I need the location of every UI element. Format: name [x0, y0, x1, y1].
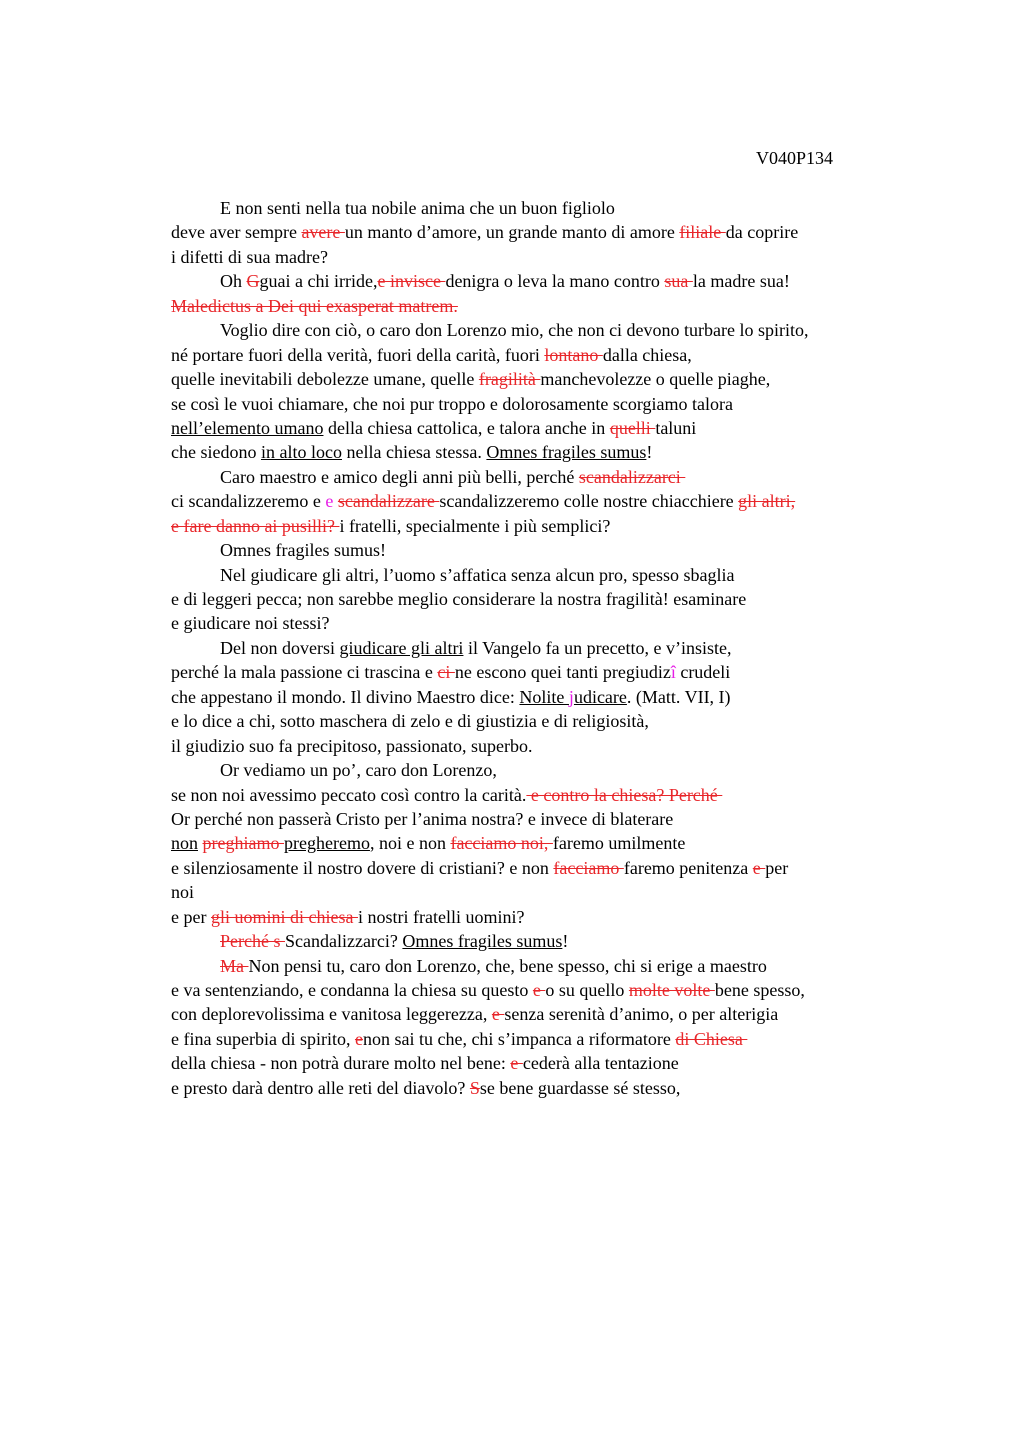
text-line — [171, 318, 911, 342]
text-segment: crudeli — [675, 662, 731, 683]
text-line — [171, 905, 911, 929]
deleted-text: Perché s — [220, 931, 285, 952]
text-line — [171, 1051, 911, 1075]
text-line — [171, 856, 911, 880]
text-segment: noi — [171, 882, 195, 903]
text-line — [171, 220, 911, 244]
text-segment: Scandalizzarci? — [284, 931, 403, 952]
text-segment: e fina superbia di spirito, — [171, 1028, 355, 1049]
deleted-text: facciamo — [553, 857, 624, 878]
text-line — [171, 294, 911, 318]
text-segment: con deplorevolissima e vanitosa leggerezza, — [171, 1004, 492, 1025]
deleted-text: Ma — [220, 955, 249, 976]
text-segment: ! — [562, 931, 569, 952]
text-segment: dalla chiesa, — [602, 344, 692, 365]
text-segment: se non noi avessimo peccato così contro la carità. — [171, 784, 527, 805]
text-segment: faremo penitenza — [623, 857, 753, 878]
deleted-text: gli altri, — [738, 491, 796, 512]
text-line — [171, 954, 911, 978]
text-line — [171, 783, 911, 807]
underlined-text: pregheremo — [283, 833, 370, 854]
text-line — [171, 611, 911, 635]
deleted-text: S — [469, 1077, 480, 1098]
text-segment: e di leggeri pecca; non sarebbe meglio considerare la nostra fragilità! esaminare — [171, 589, 747, 609]
text-line — [171, 392, 911, 416]
text-segment: scandalizzeremo colle nostre chiacchiere — [439, 491, 739, 512]
deleted-text: sua — [664, 271, 693, 292]
deleted-text: G — [246, 271, 260, 292]
text-segment: e lo dice a chi, sotto maschera di zelo e di giustizia e di religiosità, — [171, 711, 649, 732]
text-line — [171, 929, 911, 953]
text-line — [171, 831, 911, 855]
text-line — [171, 343, 911, 367]
text-segment: se così le vuoi chiamare, che noi pur troppo e dolorosamente scorgiamo talora — [171, 393, 733, 414]
deleted-text: e contro la chiesa? Perché — [526, 784, 723, 805]
underlined-text: Omnes fragiles sumus — [402, 931, 563, 952]
text-segment: senza serenità d’animo, o per alterigia — [504, 1004, 779, 1025]
text-line — [171, 416, 911, 440]
deleted-text: gli uomini di chiesa — [210, 906, 358, 927]
text-segment: deve aver sempre — [171, 222, 302, 243]
document-text — [171, 196, 911, 1100]
text-line — [171, 538, 911, 562]
text-segment: Omnes fragiles sumus! — [220, 540, 386, 561]
text-line — [171, 465, 911, 489]
deleted-text: quelli — [609, 417, 656, 438]
underlined-text: in alto loco — [260, 442, 342, 463]
deleted-text: facciamo noi, — [450, 833, 553, 854]
underlined-text: nell’elemento umano — [171, 417, 324, 438]
text-segment: non sai tu che, chi s’impanca a riformatore — [362, 1028, 676, 1049]
underlined-text: non — [171, 833, 198, 854]
underlined-text: udicare — [573, 686, 627, 707]
text-segment: bene spesso, — [714, 980, 805, 1000]
text-line — [171, 636, 911, 660]
text-segment: Nel giudicare gli altri, l’uomo s’affatica senza alcun pro, spesso sbaglia — [220, 564, 735, 585]
text-segment: che appestano il mondo. Il divino Maestro dice: — [171, 686, 520, 707]
text-segment: faremo umilmente — [552, 833, 686, 854]
underlined-text: giudicare gli altri — [339, 637, 464, 658]
text-segment: né portare fuori della verità, fuori della carità, fuori — [171, 344, 545, 365]
text-segment: ! — [646, 442, 653, 463]
text-segment: Non pensi tu, caro don Lorenzo, che, bene spesso, chi si erige a maestro — [248, 955, 767, 976]
text-segment: un manto d’amore, un grande manto di amore — [344, 222, 680, 243]
deleted-text: lontano — [544, 344, 603, 365]
text-line — [171, 196, 911, 220]
text-segment: e va sentenziando, e condanna la chiesa su questo — [171, 980, 533, 1000]
text-segment: e presto darà dentro alle reti del diavolo? — [171, 1077, 470, 1098]
text-line — [171, 489, 911, 513]
text-line — [171, 245, 911, 269]
deleted-text: scandalizzare — [337, 491, 440, 512]
inserted-text: j — [568, 686, 574, 707]
deleted-text: e — [491, 1004, 505, 1025]
text-segment: quelle inevitabili debolezze umane, quelle — [171, 369, 479, 390]
text-line — [171, 514, 911, 538]
text-line — [171, 440, 911, 464]
deleted-text: di Chiesa — [675, 1028, 748, 1049]
deleted-text: filiale — [679, 222, 726, 243]
text-segment: Del non doversi — [220, 637, 340, 658]
text-segment: E non senti nella tua nobile anima che un buon figliolo — [220, 198, 615, 218]
text-segment: ci scandalizzeremo e — [171, 491, 326, 512]
text-segment: della chiesa cattolica, e talora anche in — [323, 417, 610, 438]
text-segment: taluni — [655, 417, 697, 438]
deleted-text: e — [532, 980, 546, 1000]
text-line — [171, 587, 911, 611]
text-segment: cederà alla tentazione — [522, 1053, 679, 1074]
text-segment: i fratelli, specialmente i più semplici? — [339, 515, 611, 536]
text-segment: nella chiesa stessa. — [341, 442, 487, 463]
text-line — [171, 1027, 911, 1051]
text-line — [171, 269, 911, 293]
deleted-text: preghiamo — [202, 833, 284, 854]
text-segment: i nostri fratelli uomini? — [357, 906, 525, 927]
text-line — [171, 685, 911, 709]
text-segment: perché la mala passione ci trascina e — [171, 662, 438, 683]
underlined-text: Omnes fragiles sumus — [486, 442, 647, 463]
deleted-text: e — [354, 1028, 363, 1049]
text-segment: denigra o leva la mano contro — [445, 271, 665, 292]
text-segment: la madre sua! — [692, 271, 790, 292]
text-segment: . (Matt. VII, I) — [626, 686, 731, 707]
text-segment: Voglio dire con ciò, o caro don Lorenzo mio, che non ci devono turbare lo spirito, — [220, 320, 809, 341]
text-segment: Oh — [220, 271, 247, 292]
text-segment: i difetti di sua madre? — [171, 246, 328, 267]
text-line — [171, 1076, 911, 1100]
text-segment: per — [765, 857, 789, 878]
text-segment: della chiesa - non potrà durare molto nel bene: — [171, 1053, 511, 1074]
text-line — [171, 807, 911, 831]
deleted-text: e invisce — [377, 271, 446, 292]
deleted-text: e — [752, 857, 766, 878]
text-line — [171, 1002, 911, 1026]
inserted-text: î — [670, 662, 676, 683]
text-line — [171, 367, 911, 391]
text-line — [171, 978, 911, 1002]
text-segment: , noi e non — [369, 833, 451, 854]
text-segment: e per — [171, 906, 211, 927]
text-segment: da coprire — [725, 222, 799, 243]
text-segment: e giudicare noi stessi? — [171, 613, 330, 634]
text-segment: se bene guardasse sé stesso, — [479, 1077, 681, 1098]
underlined-text: Nolite — [519, 686, 569, 707]
deleted-text: avere — [301, 222, 345, 243]
text-segment: Or vediamo un po’, caro don Lorenzo, — [220, 760, 497, 781]
text-segment: e silenziosamente il nostro dovere di cristiani? e non — [171, 857, 554, 878]
text-segment: manchevolezze o quelle piaghe, — [540, 369, 771, 390]
text-segment: Or perché non passerà Cristo per l’anima nostra? e invece di blaterare — [171, 808, 674, 829]
inserted-text: e — [325, 491, 334, 512]
text-segment: il Vangelo fa un precetto, e v’insiste, — [463, 637, 732, 658]
deleted-text: Maledictus a Dei qui exasperat matrem. — [171, 295, 458, 316]
text-segment: il giudizio suo fa precipitoso, passionato, superbo. — [171, 735, 533, 756]
deleted-text: molte volte — [628, 980, 715, 1000]
text-line — [171, 563, 911, 587]
text-line — [171, 660, 911, 684]
deleted-text: ci — [437, 662, 455, 683]
deleted-text: scandalizzarci — [578, 466, 686, 487]
text-segment: Caro maestro e amico degli anni più belli, perché — [220, 466, 579, 487]
deleted-text: e — [510, 1053, 523, 1074]
page-id: V040P134 — [756, 148, 834, 168]
text-line — [171, 734, 911, 758]
text-segment: o su quello — [545, 980, 629, 1000]
text-line — [171, 880, 911, 904]
deleted-text: e fare danno ai pusilli? — [171, 515, 340, 536]
text-line — [171, 709, 911, 733]
deleted-text: fragilità — [478, 369, 541, 390]
text-segment: guai a chi irride, — [259, 271, 378, 292]
text-line — [171, 758, 911, 782]
text-segment: che siedono — [171, 442, 261, 463]
text-segment: ne escono quei tanti pregiudiz — [454, 662, 671, 683]
